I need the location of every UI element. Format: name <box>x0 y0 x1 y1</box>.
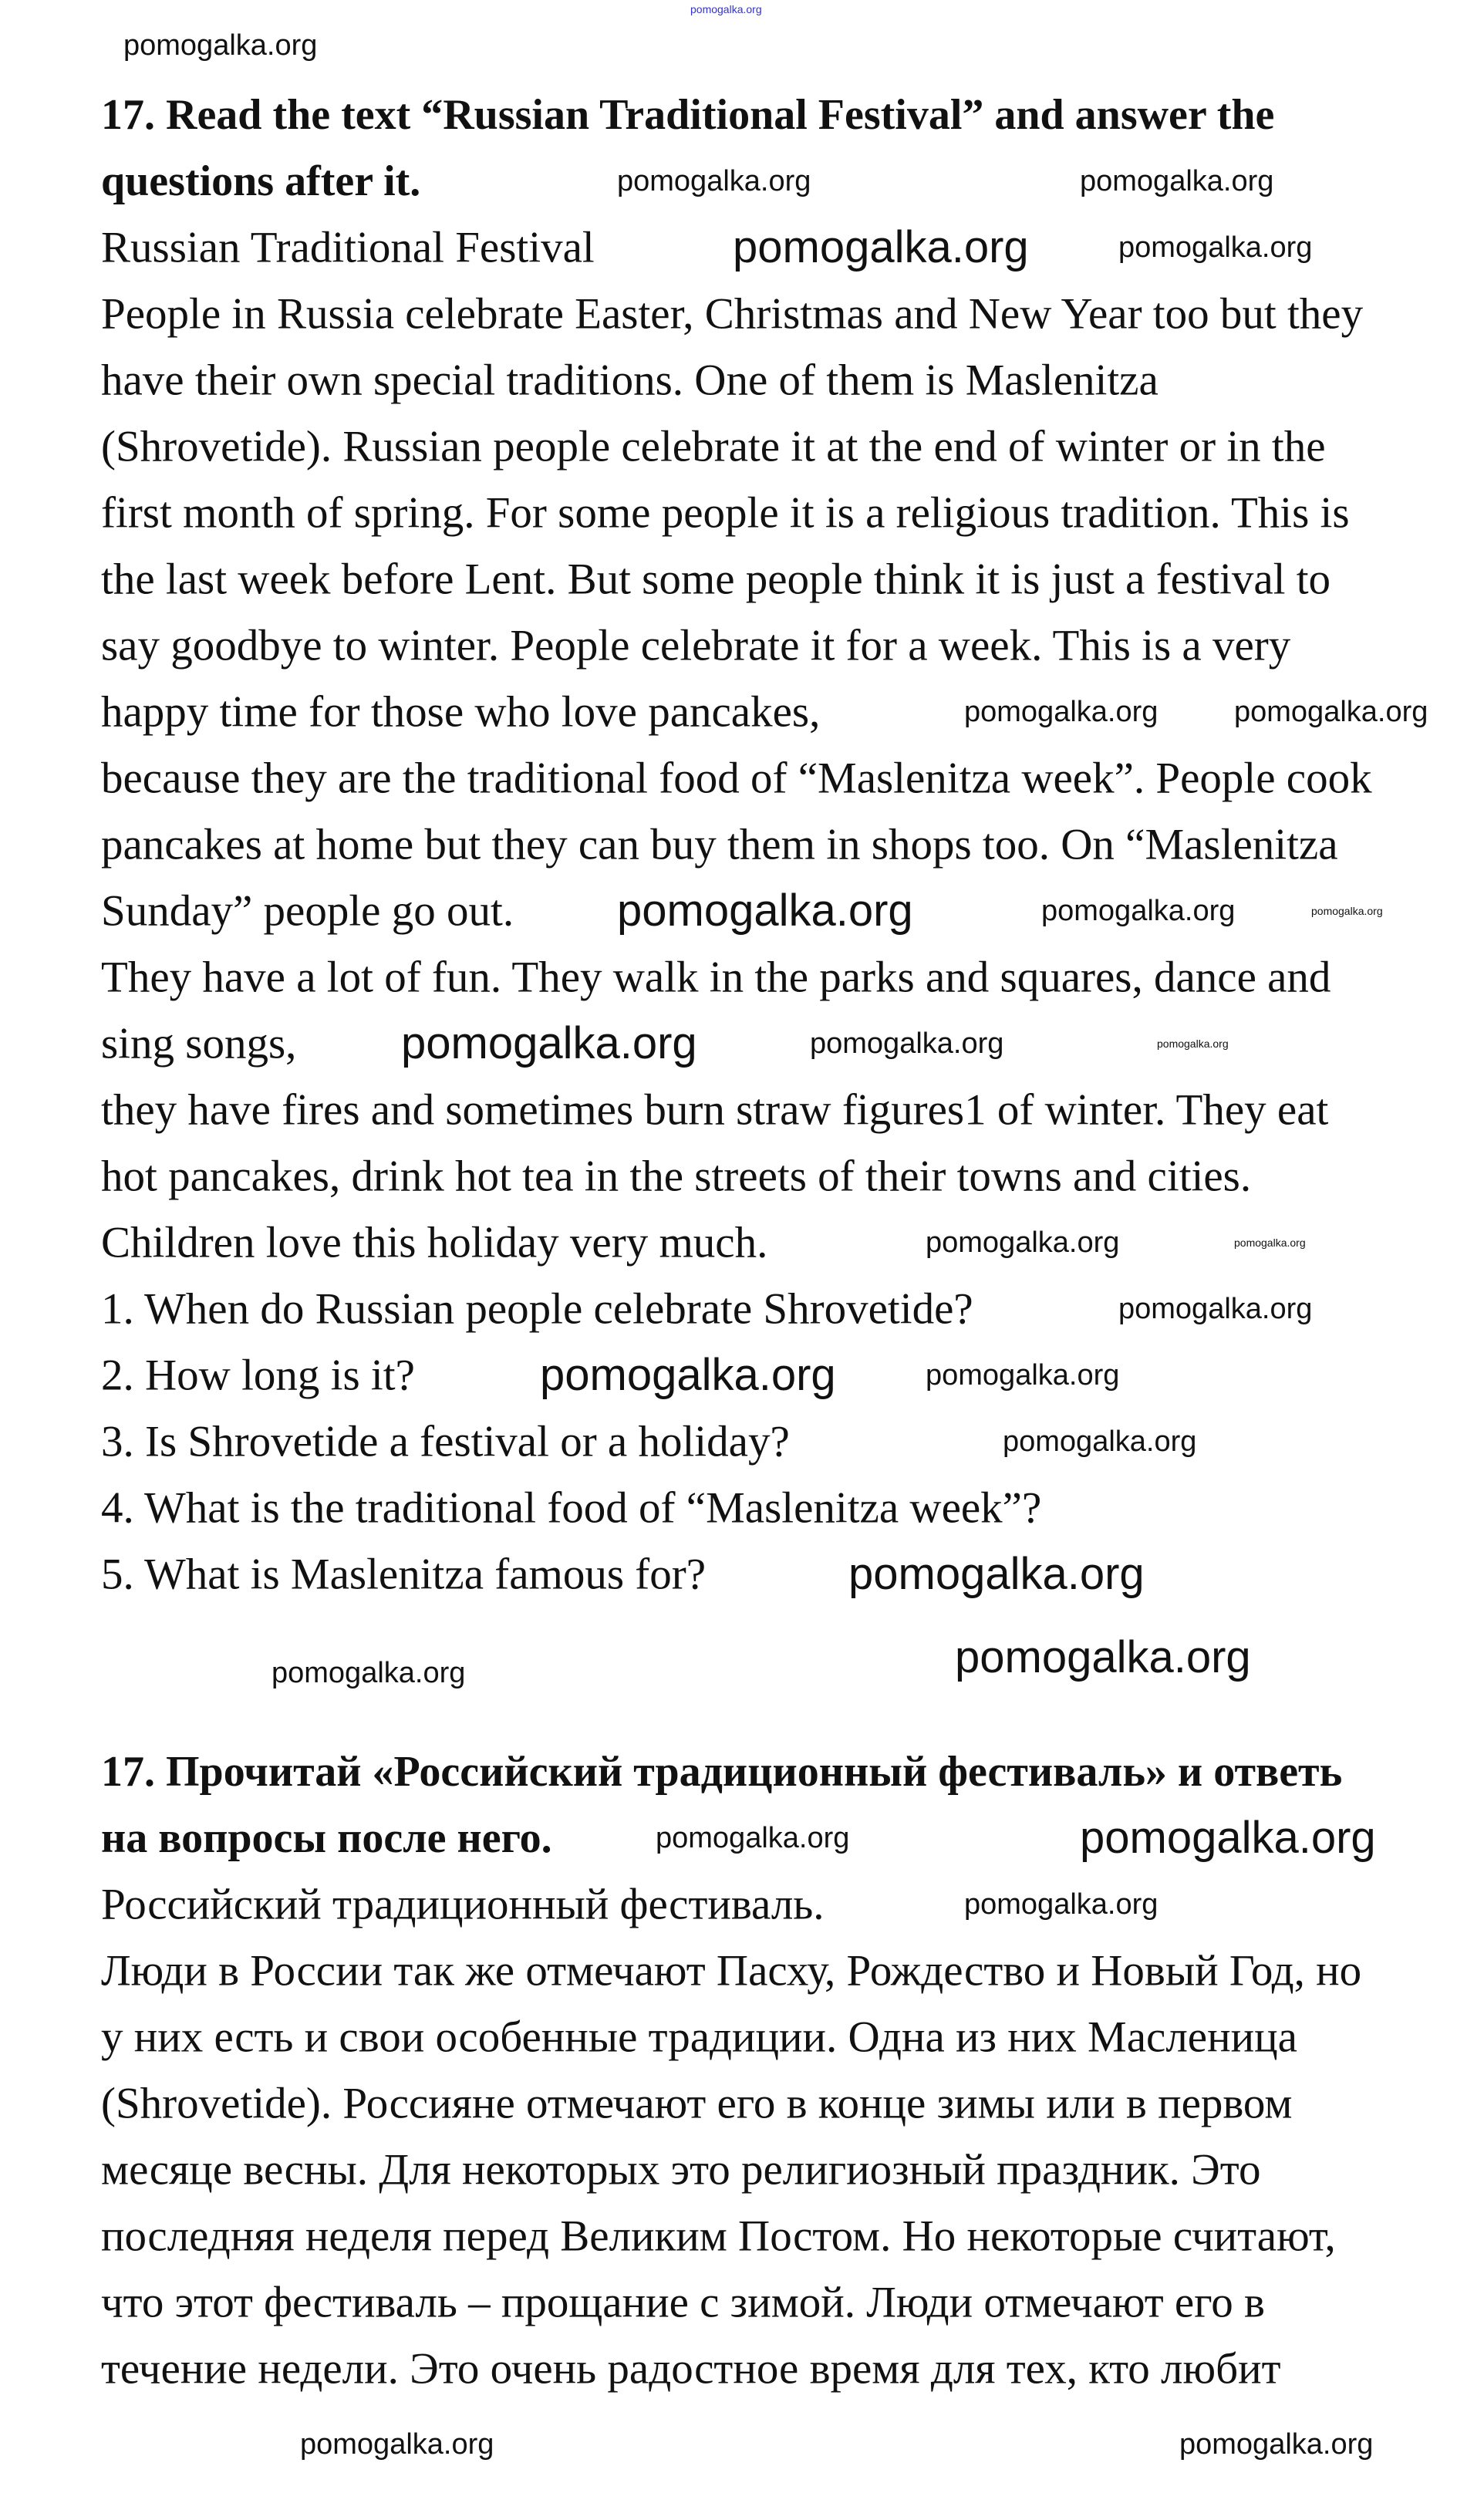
text-line-en: Children love this holiday very much. <box>101 1218 768 1267</box>
exercise-heading-en: 17. Read the text “Russian Traditional Festival” and answer the <box>101 91 1275 139</box>
text-line-en: they have fires and sometimes burn straw figures1 of winter. They eat <box>101 1085 1329 1135</box>
text-line-en: sing songs, <box>101 1019 297 1068</box>
watermark: pomogalka.org <box>964 696 1159 728</box>
text-line-en: They have a lot of fun. They walk in the parks and squares, dance and <box>101 953 1331 1002</box>
text-line-ru: месяце весны. Для некоторых это религиозный праздник. Это <box>101 2145 1261 2195</box>
watermark: pomogalka.org <box>617 886 913 936</box>
exercise-heading-ru: 17. Прочитай «Российский традиционный фестиваль» и ответь <box>101 1748 1343 1796</box>
watermark: pomogalka.org <box>1311 905 1383 917</box>
text-line-en: first month of spring. For some people it is a religious tradition. This is <box>101 488 1350 538</box>
watermark: pomogalka.org <box>1234 696 1428 728</box>
watermark: pomogalka.org <box>1118 231 1313 264</box>
text-line-en: because they are the traditional food of “Maslenitza week”. People cook <box>101 754 1372 803</box>
watermark: pomogalka.org <box>1118 1293 1313 1325</box>
watermark: pomogalka.org <box>1157 1037 1229 1050</box>
text-title-en: Russian Traditional Festival <box>101 223 595 272</box>
exercise-heading-en: questions after it. <box>101 157 421 205</box>
exercise-heading-ru: на вопросы после него. <box>101 1814 552 1862</box>
watermark: pomogalka.org <box>617 165 811 197</box>
watermark: pomogalka.org <box>401 1018 697 1068</box>
watermark: pomogalka.org <box>810 1027 1004 1060</box>
watermark: pomogalka.org <box>1234 1236 1306 1249</box>
text-line-en: pancakes at home but they can buy them in shops too. On “Maslenitza <box>101 820 1338 869</box>
text-line-ru: что этот фестиваль – прощание с зимой. Люди отмечают его в <box>101 2278 1265 2327</box>
watermark: pomogalka.org <box>955 1632 1251 1682</box>
text-line-en: say goodbye to winter. People celebrate it for a week. This is a very <box>101 621 1291 670</box>
watermark: pomogalka.org <box>272 1657 466 1689</box>
watermark: pomogalka.org <box>540 1350 836 1400</box>
watermark: pomogalka.org <box>1080 165 1274 197</box>
watermark: pomogalka.org <box>848 1549 1145 1599</box>
text-line-en: the last week before Lent. But some people think it is just a festival to <box>101 555 1331 604</box>
watermark: pomogalka.org <box>690 3 762 15</box>
text-line-en: hot pancakes, drink hot tea in the streets of their towns and cities. <box>101 1152 1252 1201</box>
question-item: 3. Is Shrovetide a festival or a holiday? <box>101 1417 790 1466</box>
watermark: pomogalka.org <box>926 1359 1120 1392</box>
text-line-en: have their own special traditions. One of them is Maslenitza <box>101 356 1159 405</box>
text-line-ru: Люди в России так же отмечают Пасху, Рождество и Новый Год, но <box>101 1946 1362 1996</box>
text-line-en: (Shrovetide). Russian people celebrate it at the end of winter or in the <box>101 422 1326 471</box>
text-line-ru: течение недели. Это очень радостное время для тех, кто любит <box>101 2344 1281 2394</box>
watermark: pomogalka.org <box>1179 2428 1374 2461</box>
text-line-en: People in Russia celebrate Easter, Christmas and New Year too but they <box>101 289 1364 339</box>
watermark: pomogalka.org <box>656 1822 850 1854</box>
text-line-en: Sunday” people go out. <box>101 886 514 936</box>
question-item: 5. What is Maslenitza famous for? <box>101 1550 707 1599</box>
watermark: pomogalka.org <box>964 1888 1159 1921</box>
question-item: 4. What is the traditional food of “Maslenitza week”? <box>101 1483 1042 1533</box>
text-title-ru: Российский традиционный фестиваль. <box>101 1880 825 1929</box>
question-item: 2. How long is it? <box>101 1351 415 1400</box>
watermark: pomogalka.org <box>123 29 318 62</box>
watermark: pomogalka.org <box>1003 1425 1197 1458</box>
text-line-ru: (Shrovetide). Россияне отмечают его в конце зимы или в первом <box>101 2079 1293 2128</box>
watermark: pomogalka.org <box>300 2428 494 2461</box>
watermark: pomogalka.org <box>926 1226 1120 1259</box>
text-line-ru: последняя неделя перед Великим Постом. Но некоторые считают, <box>101 2211 1336 2261</box>
watermark: pomogalka.org <box>1041 895 1236 927</box>
watermark: pomogalka.org <box>733 222 1029 272</box>
question-item: 1. When do Russian people celebrate Shrovetide? <box>101 1284 973 1334</box>
watermark: pomogalka.org <box>1080 1813 1376 1863</box>
text-line-en: happy time for those who love pancakes, <box>101 687 821 737</box>
text-line-ru: у них есть и свои особенные традиции. Одна из них Масленица <box>101 2012 1297 2062</box>
